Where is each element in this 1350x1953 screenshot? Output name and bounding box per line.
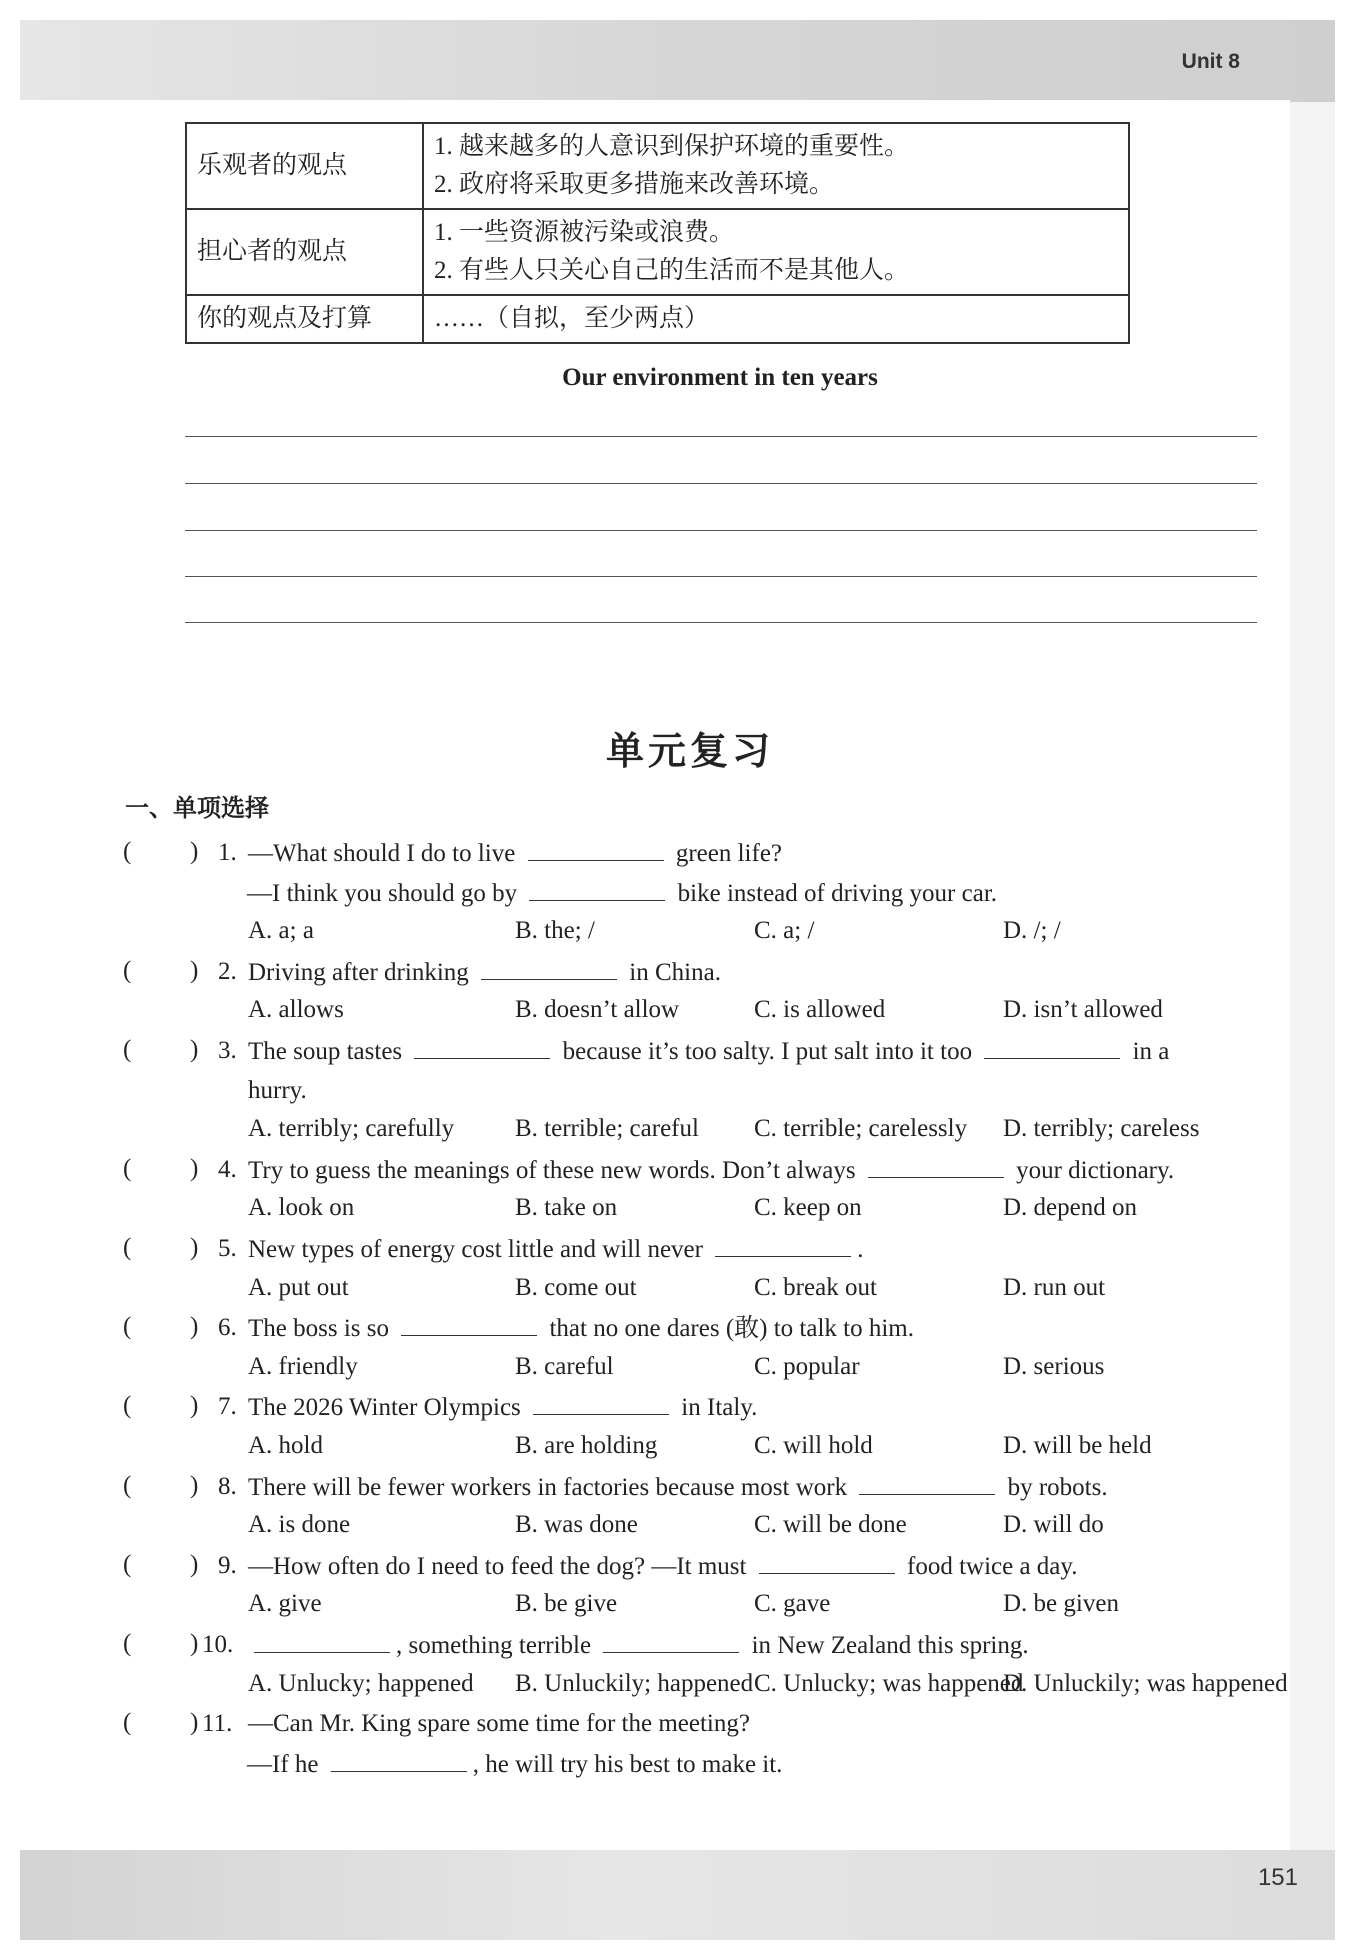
question-text-segment: —Can Mr. King spare some time for the meeting? (248, 1710, 750, 1738)
question-number: 3. (218, 1037, 237, 1064)
answer-paren-open[interactable]: ( (123, 1392, 132, 1420)
question-text (248, 1313, 914, 1344)
question-text (248, 1630, 1029, 1661)
question-text-segment: in Italy. (675, 1394, 758, 1422)
footer-band (20, 1850, 1335, 1940)
question-text (248, 1076, 307, 1106)
answer-paren-close: ) (190, 1036, 199, 1063)
answer-option[interactable]: D. /; / (1003, 917, 1061, 945)
question-number: 10. (202, 1631, 234, 1658)
answer-option[interactable]: A. a; a (248, 917, 314, 945)
question-text-segment: , he will try his best to make it. (472, 1750, 783, 1778)
answer-paren-close: ) (190, 838, 199, 865)
question-number: 6. (218, 1314, 237, 1342)
question-text (248, 1234, 863, 1265)
answer-option[interactable]: A. friendly (248, 1352, 358, 1380)
answer-paren-open[interactable]: ( (123, 1471, 132, 1499)
answer-option[interactable]: C. Unlucky; was happened (754, 1669, 1024, 1697)
writing-line[interactable] (185, 530, 1257, 531)
question-text-segment: in New Zealand this spring. (745, 1632, 1029, 1659)
answer-option[interactable]: B. come out (515, 1273, 637, 1301)
question-text-segment: hurry. (248, 1076, 307, 1104)
table-row-label: 你的观点及打算 (186, 295, 423, 343)
question-number: 4. (218, 1155, 237, 1183)
answer-blank[interactable] (859, 1472, 995, 1495)
answer-option[interactable]: A. give (248, 1590, 322, 1618)
table-row (186, 295, 1129, 343)
page-number: 151 (1257, 1864, 1298, 1891)
answer-paren-close: ) (190, 1392, 199, 1420)
answer-paren-open[interactable]: ( (123, 1234, 132, 1261)
answer-option[interactable]: B. Unluckily; happened (515, 1669, 754, 1697)
answer-option[interactable]: A. hold (248, 1432, 323, 1459)
writing-line[interactable] (185, 576, 1257, 577)
table-row (186, 209, 1129, 295)
question-text-segment: in a (1126, 1038, 1170, 1065)
answer-option[interactable]: D. run out (1003, 1273, 1106, 1301)
answer-blank[interactable] (331, 1749, 467, 1772)
answer-option[interactable]: D. isn’t allowed (1003, 996, 1163, 1024)
answer-blank[interactable] (254, 1630, 390, 1653)
question-number: 8. (218, 1472, 237, 1500)
answer-option[interactable]: C. a; / (754, 917, 815, 945)
question-text-segment: , something terrible (396, 1632, 598, 1659)
answer-option[interactable]: B. terrible; careful (515, 1115, 699, 1143)
question-text-segment: that no one dares (敢) to talk to him. (543, 1315, 914, 1343)
answer-blank[interactable] (715, 1234, 851, 1257)
answer-option[interactable]: D. terribly; careless (1003, 1115, 1200, 1143)
question-text (247, 1749, 782, 1780)
answer-option[interactable]: C. is allowed (754, 996, 886, 1024)
question-text-segment: New types of energy cost little and will never (248, 1236, 710, 1263)
opinions-table (185, 122, 1130, 344)
question-text-segment: —What should I do to live (248, 840, 522, 867)
question-text (248, 1551, 1078, 1582)
answer-blank[interactable] (401, 1313, 537, 1336)
question-text-segment: Try to guess the meanings of these new words. Don’t always (248, 1156, 862, 1184)
table-row-label: 乐观者的观点 (186, 123, 423, 209)
question-text (248, 1472, 1108, 1503)
question-text-segment: —If he (247, 1750, 325, 1778)
answer-paren-close: ) (190, 956, 199, 984)
question-text-segment: because it’s too salty. I put salt into it too (556, 1038, 979, 1065)
question-text-segment: The 2026 Winter Olympics (248, 1394, 528, 1422)
table-row-content (423, 295, 1129, 343)
question-text-segment: food twice a day. (900, 1552, 1078, 1580)
answer-option[interactable]: A. is done (248, 1511, 351, 1539)
answer-paren-close: ) (190, 1234, 199, 1261)
question-text-segment: The boss is so (248, 1315, 396, 1343)
table-row-content (423, 209, 1129, 295)
answer-option[interactable]: D. depend on (1003, 1194, 1137, 1222)
question-text-segment: There will be fewer workers in factories because most work (248, 1473, 854, 1501)
question-number: 11. (202, 1710, 233, 1738)
table-line: 1. 越来越多的人意识到保护环境的重要性。 (434, 133, 910, 160)
question-text (247, 878, 997, 909)
question-number: 7. (218, 1393, 237, 1421)
question-text-segment: green life? (669, 840, 783, 867)
question-number: 2. (218, 957, 237, 985)
question-text (248, 838, 782, 869)
answer-blank[interactable] (528, 838, 664, 861)
header-band (20, 20, 1335, 102)
writing-line[interactable] (185, 622, 1257, 623)
answer-option[interactable]: D. Unluckily; was happened (1003, 1669, 1288, 1697)
answer-option[interactable]: C. break out (754, 1273, 877, 1301)
answer-option[interactable]: D. will be held (1003, 1432, 1152, 1459)
table-line: ……（自拟，至少两点） (434, 305, 710, 332)
table-line: 1. 一些资源被污染或浪费。 (434, 219, 735, 246)
question-text-segment: Driving after drinking (248, 958, 476, 986)
question-number: 5. (218, 1235, 237, 1262)
answer-blank[interactable] (533, 1392, 669, 1415)
answer-blank[interactable] (414, 1036, 550, 1059)
answer-option[interactable]: A. Unlucky; happened (248, 1669, 474, 1697)
answer-paren-open[interactable]: ( (123, 838, 132, 865)
answer-option[interactable]: C. keep on (754, 1194, 862, 1222)
question-text-segment: —How often do I need to feed the dog? —It must (248, 1552, 753, 1580)
answer-option[interactable]: B. take on (515, 1194, 618, 1222)
table-row-label: 担心者的观点 (186, 209, 423, 295)
question-text-segment: . (857, 1236, 864, 1263)
answer-paren-open[interactable]: ( (123, 1154, 132, 1182)
answer-paren-close: ) (190, 1154, 199, 1182)
question-text-segment: by robots. (1001, 1473, 1108, 1501)
answer-paren-close: ) (190, 1630, 199, 1657)
answer-option[interactable]: B. the; / (515, 917, 595, 945)
answer-option[interactable]: B. be give (515, 1590, 618, 1618)
answer-paren-close: ) (190, 1709, 199, 1737)
answer-paren-open[interactable]: ( (123, 1036, 132, 1063)
table-row-content (423, 123, 1129, 209)
answer-option[interactable]: B. are holding (515, 1432, 658, 1459)
answer-blank[interactable] (984, 1036, 1120, 1059)
question-number: 1. (218, 839, 237, 866)
question-text (248, 1392, 757, 1423)
question-text (248, 957, 721, 988)
answer-blank[interactable] (759, 1551, 895, 1574)
answer-option[interactable]: A. terribly; carefully (248, 1115, 455, 1143)
section-title: 单元复习 (605, 729, 774, 773)
table-row (186, 123, 1129, 209)
answer-paren-open[interactable]: ( (123, 1709, 132, 1737)
table-line: 2. 有些人只关心自己的生活而不是其他人。 (434, 257, 910, 284)
table-line: 2. 政府将采取更多措施来改善环境。 (434, 171, 835, 198)
answer-blank[interactable] (868, 1155, 1004, 1178)
question-text (248, 1709, 750, 1739)
answer-option[interactable]: C. will be done (754, 1511, 907, 1539)
answer-paren-close: ) (190, 1550, 199, 1578)
answer-blank[interactable] (529, 878, 665, 901)
answer-option[interactable]: D. will do (1003, 1511, 1104, 1539)
question-text-segment: —I think you should go by (247, 879, 524, 907)
answer-option[interactable]: C. gave (754, 1590, 831, 1618)
answer-option[interactable]: B. doesn’t allow (515, 996, 680, 1024)
writing-line[interactable] (185, 483, 1257, 484)
question-text (248, 1036, 1169, 1067)
answer-paren-close: ) (190, 1471, 199, 1499)
answer-option[interactable]: A. look on (248, 1194, 355, 1222)
writing-line[interactable] (185, 436, 1257, 437)
answer-paren-close: ) (190, 1313, 199, 1341)
answer-option[interactable]: D. serious (1003, 1352, 1105, 1380)
answer-option[interactable]: C. will hold (754, 1432, 873, 1459)
answer-paren-open[interactable]: ( (123, 1313, 132, 1341)
answer-option[interactable]: A. put out (248, 1273, 349, 1301)
answer-blank[interactable] (481, 957, 617, 980)
question-number: 9. (218, 1551, 237, 1579)
answer-option[interactable]: B. was done (515, 1511, 638, 1539)
essay-title: Our environment in ten years (562, 364, 878, 391)
question-text-segment: bike instead of driving your car. (671, 879, 998, 907)
question-text-segment: in China. (623, 958, 721, 986)
question-text-segment: your dictionary. (1009, 1156, 1175, 1184)
answer-paren-open[interactable]: ( (123, 1630, 132, 1657)
answer-paren-open[interactable]: ( (123, 956, 132, 984)
question-text-segment: The soup tastes (248, 1038, 409, 1065)
answer-option[interactable]: A. allows (248, 996, 344, 1024)
question-text (248, 1155, 1174, 1186)
answer-option[interactable]: C. popular (754, 1352, 860, 1380)
answer-option[interactable]: D. be given (1003, 1590, 1119, 1618)
part-title: 一、单项选择 (125, 794, 269, 822)
answer-blank[interactable] (603, 1630, 739, 1653)
unit-label: Unit 8 (1181, 50, 1240, 73)
answer-paren-open[interactable]: ( (123, 1550, 132, 1578)
answer-option[interactable]: C. terrible; carelessly (754, 1115, 968, 1143)
answer-option[interactable]: B. careful (515, 1352, 614, 1380)
